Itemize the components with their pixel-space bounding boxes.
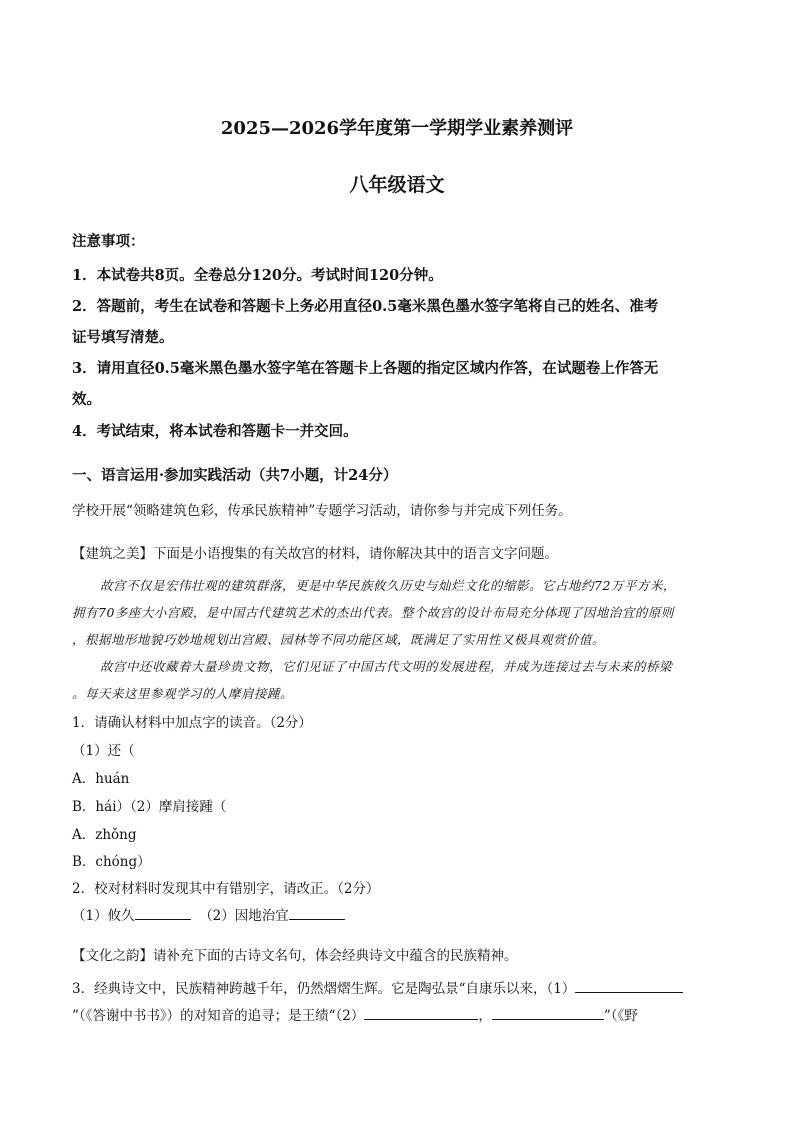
question-1-stem: 1．请确认材料中加点字的读音。（2分） — [72, 715, 312, 731]
question-2-part-1: （1）攸久 — [72, 908, 135, 924]
section-1-heading: 一、语言运用·参加实践活动（共7小题，计24分） — [72, 467, 398, 484]
question-3-text-2: ”（《答谢中书书》）的对知音的追寻；是王绩“（2） — [72, 1008, 365, 1024]
material-paragraph-1-line-2: 拥有70多座大小宫殿，是中国古代建筑艺术的杰出代表。整个故宫的设计布局充分体现了因地治宜的原则 — [72, 605, 674, 620]
section-1-intro: 学校开展“领略建筑色彩，传承民族精神”专题学习活动，请你参与并完成下列任务。 — [72, 503, 572, 519]
exam-subtitle: 八年级语文 — [349, 174, 445, 196]
task-1-lead: 【建筑之美】下面是小语搜集的有关故宫的材料，请你解决其中的语言文字问题。 — [72, 546, 558, 562]
question-3-line-2 — [72, 1004, 722, 1024]
question-1-option-b-2: B．chóng） — [72, 854, 151, 870]
note-2-line-1: 2．答题前，考生在试卷和答题卡上务必用直径0.5毫米黑色墨水签字笔将自己的姓名、准考 — [72, 298, 659, 315]
answer-blank[interactable] — [492, 1005, 604, 1020]
note-3-line-1: 3．请用直径0.5毫米黑色墨水签字笔在答题卡上各题的指定区域内作答，在试题卷上作答无 — [72, 360, 659, 377]
note-2-line-2: 证号填写清楚。 — [72, 329, 174, 346]
exam-title: 2025—2026学年度第一学期学业素养测评 — [220, 118, 574, 139]
material-paragraph-2-line-1: 故宫中还收藏着大量珍贵文物，它们见证了中国古代文明的发展进程，并成为连接过去与未来的桥梁 — [100, 659, 673, 674]
answer-blank[interactable] — [289, 905, 345, 920]
note-4: 4．考试结束，将本试卷和答题卡一并交回。 — [72, 423, 358, 440]
question-3-text-3: ”（《野 — [603, 1008, 638, 1024]
answer-blank[interactable] — [364, 1005, 478, 1020]
question-2-part-2: （2）因地治宜 — [199, 908, 289, 924]
material-paragraph-1-line-1: 故宫不仅是宏伟壮观的建筑群落，更是中华民族攸久历史与灿烂文化的缩影。它占地约72万平方米， — [100, 578, 676, 593]
task-2-lead: 【文化之韵】请补充下面的古诗文名句，体会经典诗文中蕴含的民族精神。 — [72, 948, 518, 964]
question-1-part-1: （1）还（ — [72, 743, 135, 759]
question-1-option-a-2: A．zhǒng — [72, 827, 137, 843]
notes-heading: 注意事项： — [72, 233, 145, 250]
note-3-line-2: 效。 — [72, 391, 101, 408]
material-paragraph-1-line-3: ，根据地形地貌巧妙地规划出宫殿、园林等不同功能区域，既满足了实用性又极具观赏价值。 — [72, 632, 606, 647]
question-1-option-b-and-part-2: B．hái）（2）摩肩接踵（ — [72, 799, 227, 815]
answer-blank[interactable] — [135, 905, 191, 920]
question-3-line-1 — [72, 977, 722, 997]
question-3-text-1: 3．经典诗文中，民族精神跨越千年，仍然熠熠生辉。它是陶弘景“自康乐以来，（1） — [72, 981, 576, 997]
question-3-comma: ， — [478, 1008, 492, 1024]
material-paragraph-2-line-2: 。每天来这里参观学习的人摩肩接踵。 — [72, 686, 294, 701]
question-2-blanks — [72, 904, 722, 924]
note-1: 1．本试卷共8页。全卷总分120分。考试时间120分钟。 — [72, 267, 443, 284]
question-1-option-a: A．huán — [72, 771, 130, 787]
question-2-stem: 2．校对材料时发现其中有错别字，请改正。（2分） — [72, 881, 380, 897]
answer-blank[interactable] — [575, 978, 683, 993]
